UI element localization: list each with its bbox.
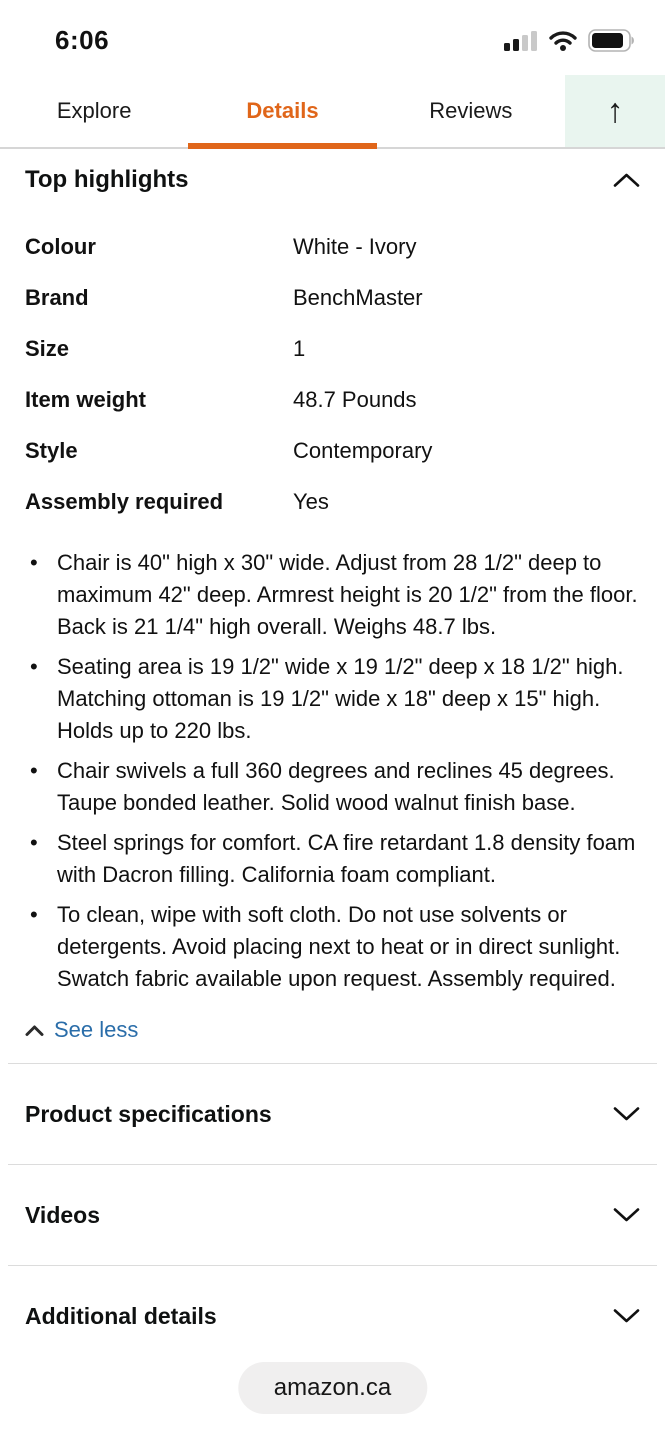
attr-label: Colour <box>25 234 96 259</box>
attr-label: Assembly required <box>25 489 224 514</box>
wifi-icon <box>548 30 578 52</box>
attribute-table <box>25 234 640 515</box>
collapsed-sections <box>8 1063 657 1366</box>
see-less-link[interactable] <box>25 1017 138 1043</box>
tab-reviews-label: Reviews <box>429 98 513 123</box>
attr-row-size <box>25 336 640 362</box>
feature-bullet-list <box>25 547 640 995</box>
tab-explore-label: Explore <box>56 98 132 123</box>
chevron-down-icon <box>613 1106 640 1122</box>
tab-reviews[interactable] <box>377 75 565 147</box>
attr-row-colour <box>25 234 640 260</box>
tab-details-label: Details <box>246 98 319 123</box>
bullet-text: Chair is 40" high x 30" wide. Adjust from 28 1/2" deep to maximum 42" deep. Armrest height is 20 1/2" from the floor. Back is 21 1/4" high overall. Weighs 48.7 lbs. <box>57 550 638 639</box>
battery-icon <box>588 29 635 52</box>
attr-label: Size <box>25 336 70 361</box>
details-content <box>0 149 665 1043</box>
chevron-down-icon <box>613 1207 640 1223</box>
attr-label: Brand <box>25 285 89 310</box>
section-label: Additional details <box>25 1302 217 1329</box>
chevron-down-icon <box>613 1308 640 1324</box>
browser-address-pill[interactable]: amazon.ca <box>238 1362 427 1414</box>
up-arrow-icon: ↑ <box>606 92 624 130</box>
attr-row-item-weight <box>25 387 640 413</box>
attr-value: BenchMaster <box>293 285 423 310</box>
list-item <box>25 547 640 643</box>
section-videos[interactable] <box>8 1164 657 1265</box>
active-tab-underline <box>188 143 376 149</box>
attr-label: Style <box>25 438 78 463</box>
attr-value: 1 <box>293 336 306 361</box>
bullet-icon: • <box>30 902 38 927</box>
attr-value: 48.7 Pounds <box>293 387 417 412</box>
status-bar <box>0 0 665 75</box>
chevron-up-icon <box>613 172 640 188</box>
section-label: Videos <box>25 1201 100 1228</box>
top-highlights-title: Top highlights <box>25 166 189 193</box>
list-item <box>25 899 640 995</box>
list-item <box>25 755 640 819</box>
attr-label: Item weight <box>25 387 147 412</box>
chevron-up-icon <box>25 1024 44 1037</box>
bullet-icon: • <box>30 758 38 783</box>
tab-bar <box>0 75 665 149</box>
attr-row-style <box>25 438 640 464</box>
list-item <box>25 827 640 891</box>
attr-value: White - Ivory <box>293 234 417 259</box>
attr-value: Yes <box>293 489 329 514</box>
cellular-signal-icon <box>504 30 538 52</box>
clock: 6:06 <box>55 25 110 55</box>
attr-value: Contemporary <box>293 438 433 463</box>
bullet-text: To clean, wipe with soft cloth. Do not use solvents or detergents. Avoid placing next to heat or in direct sunlight. Swatch fabric available upon request. Assembly required. <box>57 902 621 991</box>
bullet-icon: • <box>30 654 38 679</box>
list-item <box>25 651 640 747</box>
status-icons <box>504 29 635 52</box>
section-product-specifications[interactable] <box>8 1063 657 1164</box>
bullet-icon: • <box>30 550 38 575</box>
scroll-to-top-button[interactable] <box>565 75 665 147</box>
bullet-text: Seating area is 19 1/2" wide x 19 1/2" deep x 18 1/2" high. Matching ottoman is 19 1/2" wide x 18" deep x 15" high. Holds up to 220 lbs. <box>57 654 624 743</box>
see-less-label: See less <box>54 1017 139 1042</box>
tab-explore[interactable] <box>0 75 188 147</box>
bullet-text: Chair swivels a full 360 degrees and reclines 45 degrees. Taupe bonded leather. Solid wood walnut finish base. <box>57 758 615 815</box>
tabs <box>0 75 565 147</box>
section-additional-details[interactable] <box>8 1265 657 1366</box>
top-highlights-header[interactable] <box>25 149 640 194</box>
bullet-text: Steel springs for comfort. CA fire retardant 1.8 density foam with Dacron filling. California foam compliant. <box>57 830 636 887</box>
bullet-icon: • <box>30 830 38 855</box>
attr-row-brand <box>25 285 640 311</box>
tab-details[interactable] <box>188 75 376 147</box>
section-label: Product specifications <box>25 1100 272 1127</box>
attr-row-assembly-required <box>25 489 640 515</box>
